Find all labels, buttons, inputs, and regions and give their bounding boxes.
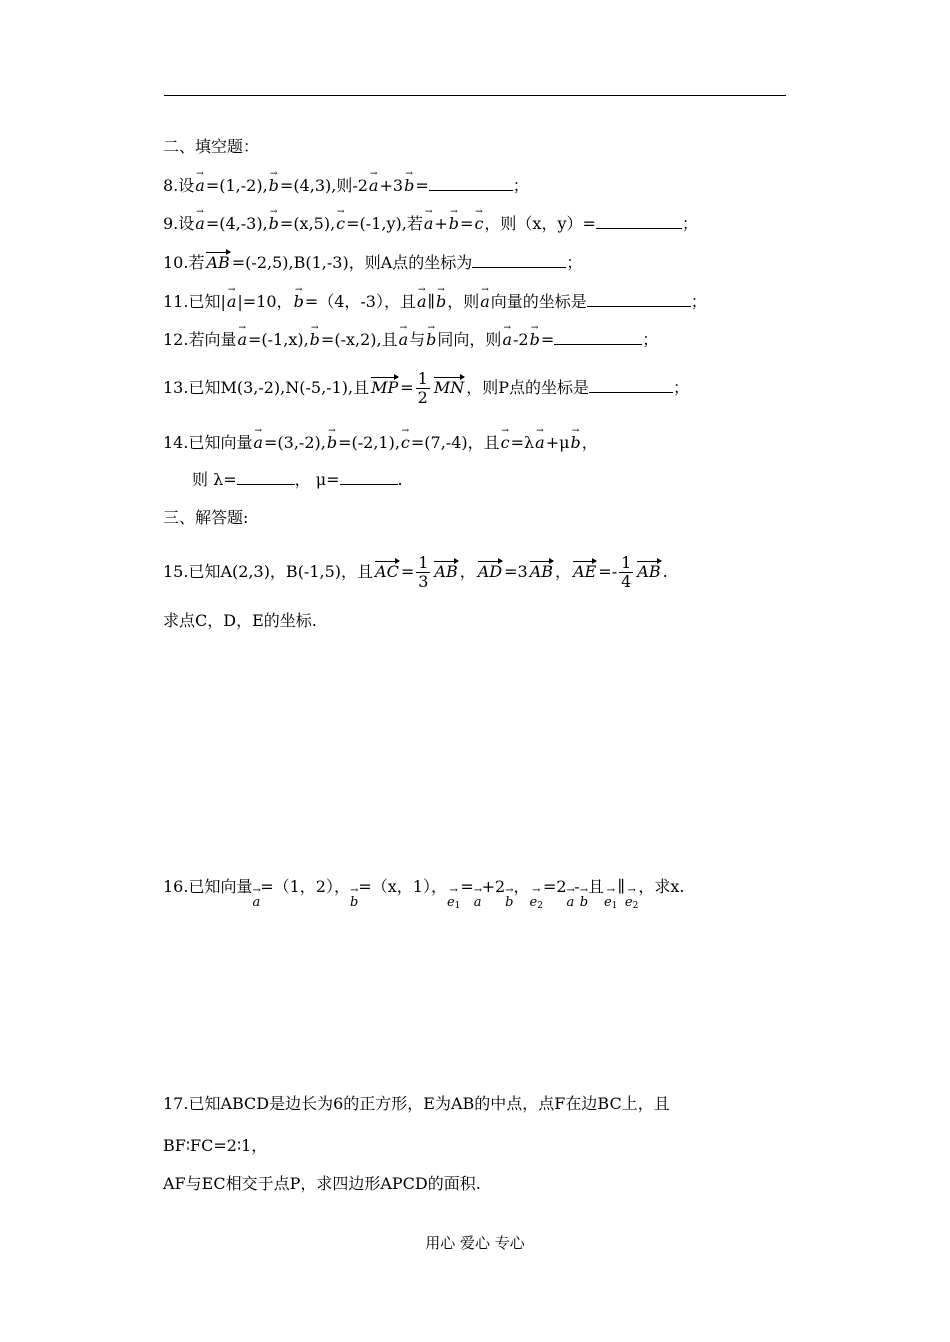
question-15-prompt: 求点C，D，E的坐标. (163, 611, 317, 630)
question-11: 11.已知|→ a|=10，→ b=（4，-3），且→ a∥→ b，则→ a向量的坐标是 ； (163, 289, 707, 313)
question-12: 12.若向量→ a=(-1,x),→ b=(-x,2),且→ a与→ b同向，则→ a-2→ b= ； (163, 327, 658, 351)
question-17-line1: 17.已知ABCD是边长为6的正方形，E为AB的中点，点F在边BC上，且 (163, 1094, 670, 1113)
question-9: 9.设→ a=(4,-3),→ b=(x,5),→ c=(-1,y),若→ a+→ b=→ c，则（x，y）= ； (163, 211, 698, 235)
fraction: $\frac{1}{2}$ (417, 369, 428, 407)
question-14: 14.已知向量→ a=(3,-2),→ b=(-2,1),→ c=(7,-4)，且→ c=λ→ a+μ→ b， (163, 430, 598, 454)
answer-blank[interactable] (589, 376, 673, 393)
question-14-answers: 则 λ= ， μ= . (192, 470, 403, 489)
question-10: 10.若 AB =(-2,5),B(1,-3)，则A点的坐标为 ； (163, 250, 582, 274)
mu-blank[interactable] (340, 468, 398, 485)
answer-blank[interactable] (596, 212, 682, 229)
question-17-line3: AF与EC相交于点P，求四边形APCD的面积. (163, 1174, 481, 1193)
fraction: $\frac{1}{4}$ (621, 553, 632, 591)
answer-blank[interactable] (587, 290, 691, 307)
section-solve-heading: 三、解答题: (163, 508, 249, 527)
lambda-blank[interactable] (237, 468, 295, 485)
answer-blank[interactable] (429, 174, 513, 191)
answer-blank[interactable] (554, 328, 642, 345)
page-footer: 用心 爱心 专心 (425, 1234, 525, 1252)
question-8: 8.设→ a=(1,-2),→ b=(4,3),则-2→ a+3→ b= ； (163, 173, 529, 197)
section-fill-blank-heading: 二、填空题： (163, 137, 260, 156)
fraction: $\frac{1}{3}$ (418, 553, 429, 591)
header-rule (164, 95, 786, 96)
question-13: 13.已知M(3,-2),N(-5,-1),且 MP = $\frac{1}{2}$ MN ，则P点的坐标是 ； (163, 369, 690, 407)
question-17-line2: BF∶FC=2∶1， (163, 1136, 268, 1155)
answer-blank[interactable] (472, 251, 566, 268)
question-16: 16.已知向量→ a=（1，2），→ b=（x，1），→ $e_1=\to a+2\to b$，→ $e_2=2\to a-\to b$且→ $e_1\parallel\to e_2$，求x. (163, 876, 684, 917)
question-15: 15.已知A(2,3)，B(-1,5)，且 AC = $\frac{1}{3}$ AB ， AD =3 AB ， AE =- $\frac{1}{4}$ AB . (163, 553, 668, 591)
